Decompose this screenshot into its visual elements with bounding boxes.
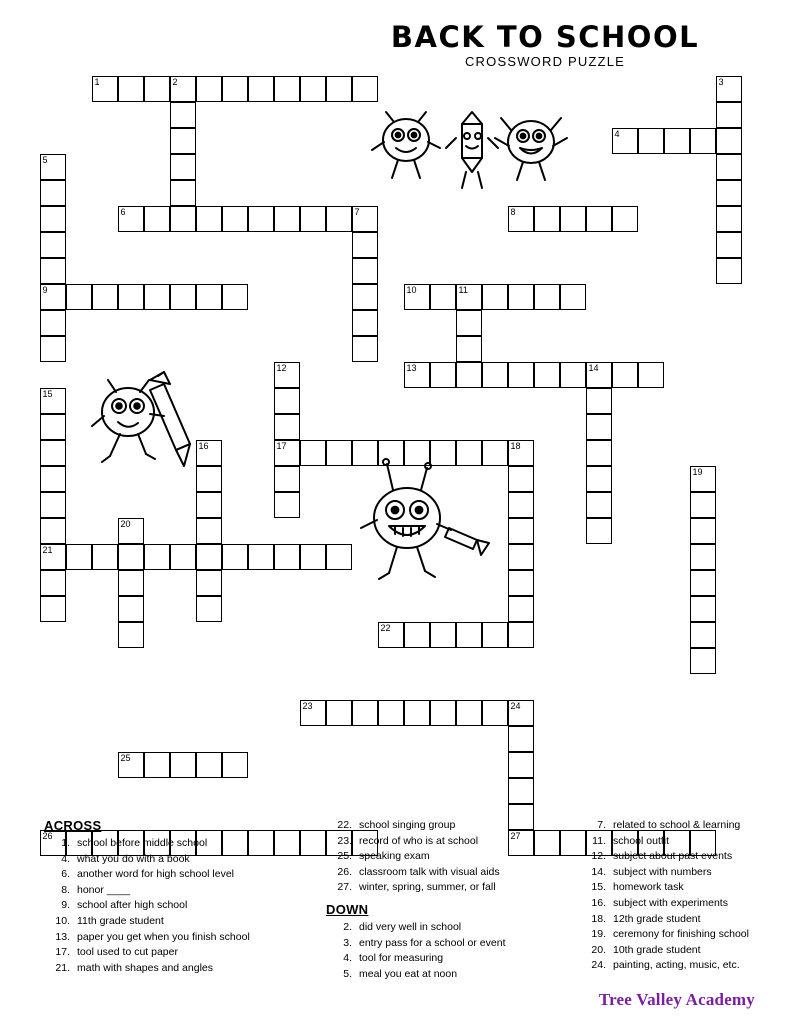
grid-cell[interactable] [430,622,456,648]
grid-cell[interactable] [196,466,222,492]
clues-column-2 [326,818,576,982]
clue-text: entry pass for a school or event [359,936,506,949]
brand-footer: Tree Valley Academy [598,990,755,1009]
grid-cell[interactable] [716,154,742,180]
grid-cell[interactable] [40,544,66,570]
grid-cell[interactable] [118,544,144,570]
grid-cell[interactable] [508,778,534,804]
clue-number: 20. [591,943,606,956]
grid-cell[interactable] [40,388,66,414]
grid-cell[interactable] [118,206,144,232]
grid-cell[interactable] [300,206,326,232]
grid-cell[interactable] [586,414,612,440]
grid-cell-number: 24 [510,701,521,711]
grid-cell[interactable] [326,76,352,102]
grid-cell[interactable] [716,128,742,154]
grid-cell[interactable] [508,596,534,622]
grid-cell[interactable] [586,466,612,492]
grid-cell[interactable] [690,544,716,570]
clue-item [44,852,312,868]
grid-cell[interactable] [690,492,716,518]
grid-cell-number: 26 [42,831,53,841]
clue-item [580,912,791,928]
grid-cell-number: 2 [172,77,178,87]
grid-cell[interactable] [274,440,300,466]
grid-cell-number: 23 [302,701,313,711]
grid-cell[interactable] [456,440,482,466]
grid-cell[interactable] [40,232,66,258]
clue-item [580,865,791,881]
clue-number: 1. [61,837,70,849]
grid-cell-number: 15 [42,389,53,399]
clue-number: 5. [343,967,352,980]
clue-text: classroom talk with visual aids [359,865,500,878]
grid-cell[interactable] [118,622,144,648]
grid-cell[interactable] [118,76,144,102]
grid-cell[interactable] [274,76,300,102]
clues-column-1 [44,818,312,976]
grid-cell[interactable] [326,206,352,232]
clue-item [580,834,791,850]
clue-item [326,880,576,896]
grid-cell[interactable] [40,154,66,180]
clue-number: 11. [592,834,606,847]
grid-cell-number: 12 [276,363,287,373]
grid-cell[interactable] [352,76,378,102]
grid-cell[interactable] [274,466,300,492]
grid-cell-number: 9 [42,285,48,295]
grid-cell-number: 8 [510,207,516,217]
grid-cell[interactable] [690,596,716,622]
clue-text: school after high school [77,899,188,912]
clue-number: 8. [61,883,70,896]
clue-item [326,920,576,936]
grid-cell-number: 22 [380,623,391,633]
grid-cell[interactable] [144,284,170,310]
grid-cell[interactable] [170,76,196,102]
grid-cell-number: 17 [276,441,287,451]
grid-cell[interactable] [66,544,92,570]
grid-cell[interactable] [508,726,534,752]
clue-text: tool for measuring [359,952,444,965]
grid-cell[interactable] [612,206,638,232]
clue-text: 10th grade student [613,943,701,956]
grid-cell[interactable] [482,440,508,466]
clue-number: 4. [343,952,352,965]
grid-cell-number: 20 [120,519,131,529]
grid-cell[interactable] [456,284,482,310]
clue-text: winter, spring, summer, or fall [359,881,496,894]
grid-cell[interactable] [40,570,66,596]
grid-cell[interactable] [430,362,456,388]
grid-cell[interactable] [170,752,196,778]
clue-text: subject with experiments [613,896,728,909]
grid-cell[interactable] [378,700,404,726]
grid-cell[interactable] [586,518,612,544]
grid-cell[interactable] [690,466,716,492]
clue-item [580,849,791,865]
clue-item [580,943,791,959]
grid-cell[interactable] [456,622,482,648]
clue-number: 9. [61,899,70,912]
grid-cell[interactable] [508,206,534,232]
grid-cell[interactable] [560,206,586,232]
grid-cell[interactable] [274,362,300,388]
grid-cell[interactable] [404,362,430,388]
grid-cell[interactable] [300,544,326,570]
grid-cell[interactable] [716,232,742,258]
grid-cell[interactable] [118,518,144,544]
clue-text: homework task [613,881,684,894]
grid-cell-number: 18 [510,441,521,451]
clue-item [44,867,312,883]
grid-cell[interactable] [40,414,66,440]
grid-cell[interactable] [508,622,534,648]
grid-cell[interactable] [274,206,300,232]
grid-cell[interactable] [716,206,742,232]
clue-text: meal you eat at noon [359,967,458,980]
grid-cell[interactable] [378,440,404,466]
grid-cell[interactable] [40,492,66,518]
grid-cell[interactable] [534,362,560,388]
grid-cell[interactable] [274,414,300,440]
grid-cell[interactable] [222,206,248,232]
grid-cell[interactable] [170,284,196,310]
clue-number: 23. [337,834,352,847]
grid-cell[interactable] [352,440,378,466]
grid-cell[interactable] [196,518,222,544]
grid-cell[interactable] [274,544,300,570]
grid-cell[interactable] [378,622,404,648]
grid-cell[interactable] [144,752,170,778]
clue-text: honor ____ [77,883,131,896]
clue-number: 18. [591,912,606,925]
grid-cell[interactable] [222,76,248,102]
page-title [375,22,715,69]
grid-cell[interactable] [326,440,352,466]
grid-cell-number: 16 [198,441,209,451]
grid-cell[interactable] [118,570,144,596]
clue-text: math with shapes and angles [77,961,214,974]
grid-cell[interactable] [222,752,248,778]
clue-item [326,951,576,967]
clue-item [326,818,576,834]
grid-cell[interactable] [170,544,196,570]
clue-text: ceremony for finishing school [613,928,749,941]
clue-text: school outfit [613,834,670,847]
clue-number: 2. [343,920,352,933]
grid-cell[interactable] [40,284,66,310]
clue-number: 19. [591,928,606,941]
grid-cell-number: 11 [458,285,468,295]
clue-text: 12th grade student [613,912,701,925]
clue-number: 15. [591,881,606,894]
grid-cell[interactable] [92,76,118,102]
clue-number: 25. [337,850,352,863]
grid-cell[interactable] [40,258,66,284]
clue-text: subject about past events [613,850,733,863]
clue-text: paper you get when you finish school [77,930,250,943]
grid-cell[interactable] [508,570,534,596]
grid-cell[interactable] [456,362,482,388]
grid-cell-number: 6 [120,207,126,217]
grid-cell[interactable] [456,310,482,336]
grid-cell[interactable] [430,440,456,466]
clue-text: another word for high school level [77,868,235,881]
grid-cell[interactable] [404,700,430,726]
clue-item [44,961,312,977]
clue-item [44,914,312,930]
grid-cell[interactable] [170,102,196,128]
clue-number: 14. [591,865,606,878]
grid-cell[interactable] [92,284,118,310]
down-heading: DOWN [326,901,369,917]
grid-cell[interactable] [690,518,716,544]
grid-cell[interactable] [482,622,508,648]
grid-cell[interactable] [196,752,222,778]
grid-cell[interactable] [638,128,664,154]
grid-cell[interactable] [638,362,664,388]
grid-cell-number: 21 [42,545,53,555]
clue-number: 7. [597,819,606,831]
grid-cell[interactable] [560,284,586,310]
clue-item [44,898,312,914]
grid-cell[interactable] [430,700,456,726]
grid-cell-number: 4 [614,129,620,139]
grid-cell[interactable] [508,752,534,778]
grid-cell-number: 25 [120,753,131,763]
grid-cell[interactable] [40,310,66,336]
clue-number: 26. [337,865,352,878]
grid-cell[interactable] [248,76,274,102]
clue-text: 11th grade student [77,914,164,927]
clues-section [40,818,756,978]
grid-cell[interactable] [196,570,222,596]
clue-text: tool used to cut paper [77,946,178,959]
clue-number: 12. [591,850,606,863]
grid-cell[interactable] [144,544,170,570]
grid-cell[interactable] [274,492,300,518]
grid-cell-number: 27 [510,831,521,841]
grid-cell[interactable] [508,700,534,726]
clue-item [44,930,312,946]
grid-cell[interactable] [664,128,690,154]
grid-cell[interactable] [196,440,222,466]
clue-item [580,818,791,834]
grid-cell-number: 10 [406,285,417,295]
clue-text: subject with numbers [613,865,712,878]
grid-cell[interactable] [690,128,716,154]
grid-cell[interactable] [40,466,66,492]
grid-cell[interactable] [196,492,222,518]
grid-cell-number: 13 [406,363,417,373]
title-subtitle: CROSSWORD PUZZLE [464,54,626,70]
grid-cell[interactable] [508,544,534,570]
clue-number: 17. [55,946,70,959]
grid-cell[interactable] [352,284,378,310]
grid-cell[interactable] [40,440,66,466]
grid-cell[interactable] [716,76,742,102]
grid-cell[interactable] [40,518,66,544]
clue-text: school before middle school [77,837,208,849]
grid-cell[interactable] [170,180,196,206]
grid-cell[interactable] [482,284,508,310]
grid-cell[interactable] [40,206,66,232]
grid-cell[interactable] [716,102,742,128]
clue-text: school singing group [359,819,456,831]
grid-cell[interactable] [40,596,66,622]
grid-cell[interactable] [170,128,196,154]
clue-text: painting, acting, music, etc. [613,959,740,972]
grid-cell[interactable] [612,128,638,154]
grid-cell-number: 7 [354,207,360,217]
grid-cell[interactable] [222,544,248,570]
grid-cell[interactable] [716,180,742,206]
clue-text: speaking exam [359,850,430,863]
clue-item [326,865,576,881]
clue-text: record of who is at school [359,834,479,847]
clue-text: did very well in school [359,920,462,933]
clue-number: 4. [61,852,70,865]
clue-item [44,945,312,961]
grid-cell[interactable] [352,700,378,726]
title-main: BACK TO SCHOOL [390,20,700,54]
grid-cell[interactable] [196,544,222,570]
grid-cell[interactable] [534,284,560,310]
grid-cell[interactable] [300,700,326,726]
grid-cell[interactable] [352,258,378,284]
clue-number: 13. [55,930,70,943]
clue-item [44,883,312,899]
clue-number: 21. [55,961,70,974]
grid-cell[interactable] [352,232,378,258]
grid-cell[interactable] [144,206,170,232]
grid-cell[interactable] [118,596,144,622]
grid-cell[interactable] [196,76,222,102]
grid-cell[interactable] [690,570,716,596]
grid-cell[interactable] [118,752,144,778]
grid-cell[interactable] [66,284,92,310]
grid-cell[interactable] [586,492,612,518]
grid-cell-number: 19 [692,467,703,477]
grid-cell[interactable] [716,258,742,284]
grid-cell[interactable] [404,284,430,310]
grid-cell[interactable] [508,362,534,388]
grid-cell[interactable] [170,206,196,232]
grid-cell[interactable] [508,492,534,518]
clue-item [580,896,791,912]
grid-cell[interactable] [612,362,638,388]
clue-text: what you do with a book [77,852,190,865]
clue-item [326,834,576,850]
grid-cell[interactable] [482,362,508,388]
grid-cell[interactable] [300,76,326,102]
grid-cell[interactable] [196,206,222,232]
grid-cell[interactable] [118,284,144,310]
grid-cell[interactable] [690,622,716,648]
clue-number: 24. [591,959,606,972]
grid-cell-number: 1 [94,77,100,87]
grid-cell[interactable] [326,544,352,570]
clue-item [44,836,312,852]
grid-cell[interactable] [248,206,274,232]
grid-cell[interactable] [560,362,586,388]
grid-cell[interactable] [586,362,612,388]
clue-number: 6. [61,868,70,881]
clue-item [326,849,576,865]
across-heading: ACROSS [44,818,102,833]
clue-number: 22. [337,819,352,831]
grid-cell[interactable] [40,180,66,206]
grid-cell[interactable] [586,440,612,466]
clue-number: 10. [55,914,70,927]
grid-cell-number: 3 [718,77,724,87]
grid-cell[interactable] [300,440,326,466]
grid-cell[interactable] [430,284,456,310]
grid-cell-number: 14 [588,363,599,373]
grid-cell[interactable] [248,544,274,570]
grid-cell[interactable] [404,622,430,648]
grid-cell[interactable] [196,284,222,310]
grid-cell[interactable] [144,76,170,102]
clue-item [580,958,791,974]
clue-item [326,967,576,983]
grid-cell[interactable] [534,206,560,232]
clue-number: 3. [343,936,352,949]
clue-item [326,936,576,952]
grid-cell[interactable] [456,700,482,726]
clue-number: 27. [337,881,352,894]
grid-cell[interactable] [222,284,248,310]
grid-cell-number: 5 [42,155,48,165]
clue-text: related to school & learning [613,819,741,831]
clues-column-3 [580,818,791,974]
grid-cell[interactable] [586,206,612,232]
grid-cell[interactable] [508,466,534,492]
grid-cell[interactable] [586,388,612,414]
grid-cell[interactable] [352,206,378,232]
clue-item [580,880,791,896]
grid-cell[interactable] [404,440,430,466]
grid-cell[interactable] [326,700,352,726]
grid-cell[interactable] [456,336,482,362]
grid-cell[interactable] [482,700,508,726]
clue-number: 16. [591,896,606,909]
grid-cell[interactable] [196,596,222,622]
grid-cell[interactable] [92,544,118,570]
grid-cell[interactable] [352,310,378,336]
grid-cell[interactable] [352,336,378,362]
grid-cell[interactable] [690,648,716,674]
grid-cell[interactable] [508,518,534,544]
grid-cell[interactable] [170,154,196,180]
grid-cell[interactable] [508,440,534,466]
grid-cell[interactable] [274,388,300,414]
grid-cell[interactable] [40,336,66,362]
grid-cell[interactable] [508,284,534,310]
clue-item [580,927,791,943]
